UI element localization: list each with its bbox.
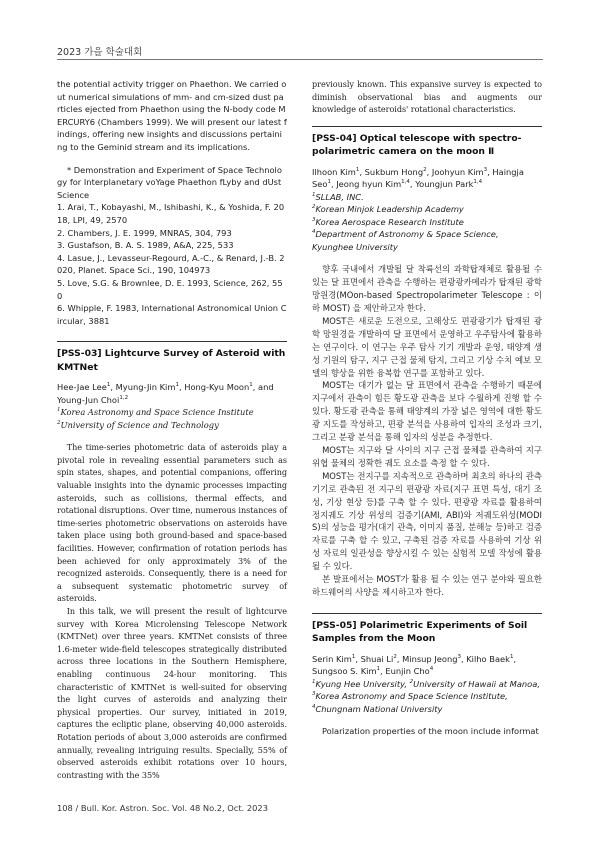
author-list: Ilhoon Kim$^1$, Sukbum Hong$^2$, Joohyun Kim$^3$, Haingja Seo$^1$, Jeong hyun Kim$^{1,4}$, Youngjun Park$^{1,4}$ <box>312 166 524 190</box>
abstract-title-pss04: [PSS-04] Optical telescope with spectro-polarimetric camera on the moon Ⅱ <box>312 126 542 159</box>
abstract-paragraph: MOST는 지구와 달 사이의 지구 근접 물체를 관측하여 지구 위협 물체의 정확한 궤도 요소를 측정 할 수 있다. <box>312 444 542 468</box>
author-list: Hee-Jae Lee$^1$, Myung-Jin Kim$^1$, Hong-Kyu Moon$^1$, and Young-Jun Choi$^{1,2}$ <box>57 382 274 405</box>
reference-item: 6. Whipple, F. 1983, International Astronomical Union Circular, 3881 <box>57 303 287 326</box>
author-list: Serin Kim$^1$, Shuai Li$^2$, Minsup Jeong$^3$, Kilho Baek$^1$, Sungsoo S. Kim$^1$, Eunjin Cho$^4$ <box>312 653 517 677</box>
left-column <box>57 78 287 781</box>
page-footer: 108 / Bull. Kor. Astron. Soc. Vol. 48 No.2, Oct. 2023 <box>57 803 268 813</box>
abstract-title-pss05: [PSS-05] Polarimetric Experiments of Soil Samples from the Moon <box>312 613 542 646</box>
reference-item: 3. Gustafson, B. A. S. 1989, A&A, 225, 533 <box>57 240 234 251</box>
affiliation: $^2$Korean Minjok Leadership Academy <box>312 204 464 215</box>
abstract-paragraph: MOST는 대기가 없는 달 표면에서 관측을 수행하기 때문에 지구에서 관측이 힘든 황도광 관측을 보다 수월하게 진행 할 수 있다. 황도광 관측을 통해 태양계의 가장 넓은 영역에 대한 황도광 지도를 작성하고, 편광 분석을 사용하여 입자의 조성과 크기, 그리고 분광 분석을 통해 입자의 성분을 추정한다. <box>312 380 542 443</box>
running-header: 2023 가을 학술대회 <box>57 47 143 58</box>
abstract-paragraph: In this talk, we will present the result of lightcurve survey with Korea Microlensing Telescope Network (KMTNet) over three years. KMTNet consists of three 1.6-meter wide-field telescopes strategically distributed across three locations in the Southern Hemisphere, enabling continuous 24-hour monitoring. This characteristic of KMTNet is well-suited for observing the light curves of asteroids and analyzing their physical properties. Our survey, initiated in 2019, captures the ecliptic plane, observing 40,000 asteroids. Rotation periods of about 3,000 asteroids are confirmed annually, revealing intriguing results. Specially, 55% of observed asteroids exhibit rotations over 10 hours, contrasting with the 35% <box>57 606 287 780</box>
affiliation: $^3$Korea Aerospace Research Institute <box>312 216 464 227</box>
abstract-title-pss03: [PSS-03] Lightcurve Survey of Asteroid with KMTNet <box>57 341 287 374</box>
abstract-paragraph: 향후 국내에서 개발될 달 착륙선의 과학탑재체로 활용될 수 있는 달 표면에서 관측을 수행하는 편광광카메라가 탑재된 광학망원경(MOon-based Spectropolarimeter Telescope : 이하 MOST) 을 제안하고자 한다. <box>312 264 542 313</box>
abstract-paragraph: The time-series photometric data of asteroids play a pivotal role in revealing essential parameters such as spin states, shapes, and potential companions, offering valuable insights into the dynamic processes impacting asteroids, such as collisions, thermal effects, and rotational disruptions. Over time, numerous instances of time-series photometric observations on asteroids have taken place using both ground-based and space-based facilities. However, confirmation of rotation periods has been achieved for only approximately 3% of the recognized asteroids. Consequently, there is a need for a subsequent systematic photometric survey of asteroids. <box>57 442 287 604</box>
header-rule <box>57 59 543 60</box>
continued-paragraph: previously known. This expansive survey is expected to diminish observational bias and augments our knowledge of asteroids' rotational characteristics. <box>312 79 542 115</box>
reference-item: 2. Chambers, J. E. 1999, MNRAS, 304, 793 <box>57 227 232 238</box>
affiliation: $^4$Chungnam National University <box>312 703 443 714</box>
abstract-paragraph: 본 발표에서는 MOST가 활용 될 수 있는 연구 분야와 필요한 하드웨어의 사양을 제시하고자 한다. <box>312 574 542 597</box>
affiliation: $^1$SLLAB, INC. <box>312 191 364 202</box>
affiliation: $^1$Korea Astronomy and Space Science Institute <box>57 407 254 418</box>
abstract-paragraph: MOST은 새로운 도전으로, 고해상도 편광광기가 탑재된 광학 망원경을 개발하여 달 표면에서 운영하고 우주탐사에 활용하는 연구이다. 이 연구는 우주 탐사 기기 개발과 운영, 태양계 생성 기원의 탐구, 지구 근접 물체 탐지, 그리고 기상 수치 예보 모델의 향상을 위한 융복합 연구를 포함하고 있다. <box>312 315 542 378</box>
affiliation: $^2$University of Science and Technology <box>57 419 219 430</box>
affiliation: $^3$Korea Astronomy and Space Science Institute, <box>312 691 508 702</box>
right-column <box>312 78 542 738</box>
reference-item: 5. Love, S.G. & Brownlee, D. E. 1993, Science, 262, 550 <box>57 277 283 301</box>
reference-item: 1. Arai, T., Kobayashi, M., Ishibashi, K., & Yoshida, F. 2018, LPI, 49, 2570 <box>57 202 285 225</box>
abstract-paragraph: Polarization properties of the moon include informat <box>321 726 539 737</box>
affiliation: $^1$Kyung Hee University, $^2$University of Hawaii at Manoa, <box>312 678 540 689</box>
footnote: * Demonstration and Experiment of Space Technology for Interplanetary voYage Phaethon fLyby and dUst Science <box>57 164 282 200</box>
reference-list <box>57 201 287 327</box>
reference-item: 4. Lasue, J., Levasseur-Regourd, A.-C., & Renard, J.-B. 2020, Planet. Space Sci., 190, 104973 <box>57 252 285 276</box>
intro-paragraph: the potential activity trigger on Phaethon. We carried out numerical simulations of mm- and cm-sized dust particles ejected from Phaethon using the N-body code MERCURY6 (Chambers 1999). We will present our latest findings, offering new insights and discussions pertaining to the Geminid stream and its implications. <box>57 79 287 152</box>
abstract-paragraph: MOST는 전지구를 지속적으로 관측하며 최초의 하나의 관측기기로 관측된 전 지구의 편광광 자료(지구 표면 특성, 대기 조성, 기상 현상 등)를 구축 할 수 있다. 편광광 자료를 활용하여 정지궤도 기상 위성의 검증기(AMI, ABI)와 저궤도위성(MODIS)의 성능을 평가(대기 관측, 이미지 품질, 분해능 등)하고 검증 자료를 구축 할 수 있고, 구축된 검증 자료를 사용하여 기상 위성 자료의 일관성을 향상시킬 수 있는 실험적 모델 작성에 활용 될 수 있다. <box>312 470 542 572</box>
affiliation: $^4$Department of Astronomy & Space Science, Kyunghee University <box>312 229 499 252</box>
